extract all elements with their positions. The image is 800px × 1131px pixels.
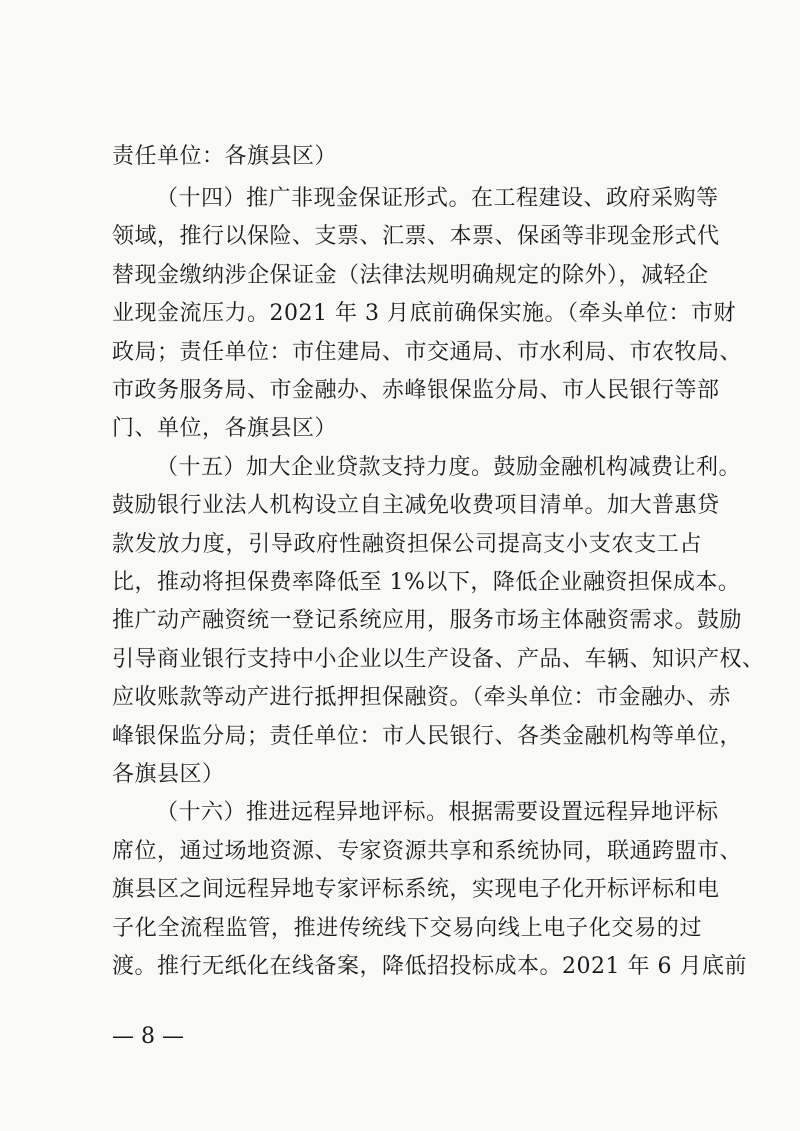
text-line: 市政务服务局、市金融办、赤峰银保监分局、市人民银行等部 (112, 378, 720, 403)
text-line: 责任单位：各旗县区） (112, 144, 338, 169)
text-line: 领域，推行以保险、支票、汇票、本票、保函等非现金形式代 (112, 224, 720, 249)
text-line: 席位，通过场地资源、专家资源共享和系统协同，联通跨盟市、 (112, 839, 743, 864)
text-line: 比，推动将担保费率降低至 1%以下，降低企业融资担保成本。 (112, 570, 741, 595)
text-line: 推广动产融资统一登记系统应用，服务市场主体融资需求。鼓励 (112, 608, 743, 633)
section-heading-15: （十五）加大企业贷款支持力度。鼓励金融机构减费让利。 (156, 455, 742, 480)
text-line: 引导商业银行支持中小企业以生产设备、产品、车辆、知识产权、 (112, 647, 765, 672)
section-heading-16: （十六）推进远程异地评标。根据需要设置远程异地评标 (156, 800, 719, 825)
text-line: 政局；责任单位：市住建局、市交通局、市水利局、市农牧局、 (112, 340, 743, 365)
text-line: 鼓励银行业法人机构设立自主减免收费项目清单。加大普惠贷 (112, 493, 720, 518)
text-line: 渡。推行无纸化在线备案，降低招投标成本。2021 年 6 月底前 (112, 954, 747, 979)
text-line: 业现金流压力。2021 年 3 月底前确保实施。（牵头单位：市财 (112, 301, 736, 326)
text-line: 替现金缴纳涉企保证金（法律法规明确规定的除外），减轻企 (112, 263, 709, 288)
page-number: — 8 — (112, 1024, 184, 1049)
text-line: 子化全流程监管，推进传统线下交易向线上电子化交易的过 (112, 916, 702, 941)
text-line: 旗县区之间远程异地专家评标系统，实现电子化开标评标和电 (112, 877, 720, 902)
text-line: 各旗县区） (112, 762, 225, 787)
section-heading-14: （十四）推广非现金保证形式。在工程建设、政府采购等 (156, 186, 719, 211)
text-line: 应收账款等动产进行抵押担保融资。（牵头单位：市金融办、赤 (112, 685, 732, 710)
text-line: 门、单位，各旗县区） (112, 416, 338, 441)
text-line: 峰银保监分局；责任单位：市人民银行、各类金融机构等单位， (112, 724, 743, 749)
text-line: 款发放力度，引导政府性融资担保公司提高支小支农支工占 (112, 532, 702, 557)
